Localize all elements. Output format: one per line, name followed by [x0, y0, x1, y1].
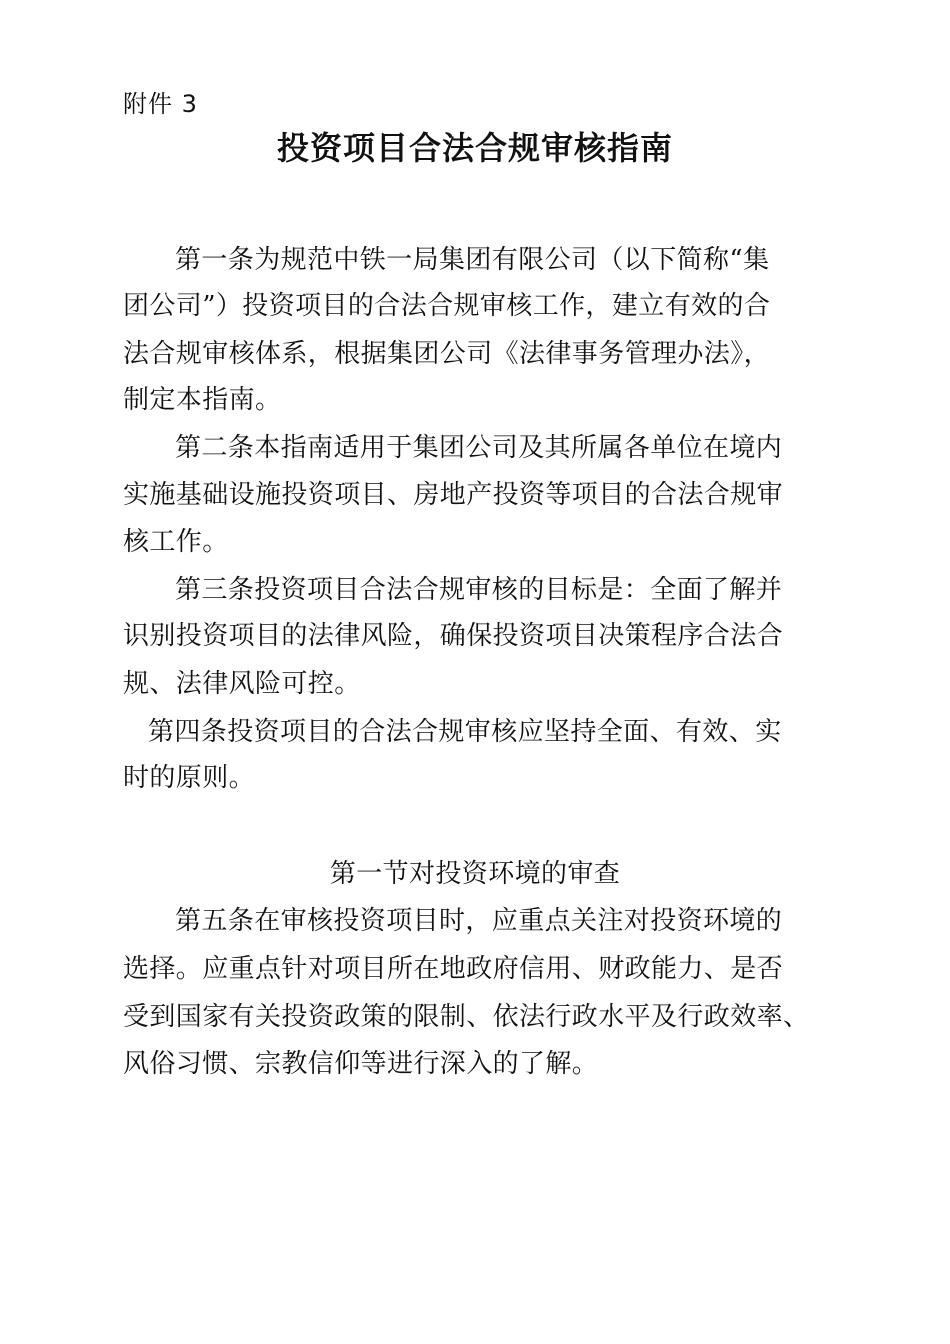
article-5-line-3: 受到国家有关投资政策的限制、依法行政水平及行政效率、 — [123, 1002, 810, 1032]
article-5-line-1: 第五条在审核投资项目时，应重点关注对投资环境的 — [175, 906, 783, 936]
article-5-line-4: 风俗习惯、宗教信仰等进行深入的了解。 — [123, 1049, 599, 1079]
article-2-line-3: 核工作。 — [123, 527, 229, 557]
article-5-line-2: 选择。应重点针对项目所在地政府信用、财政能力、是否 — [123, 954, 784, 984]
article-2-line-1: 第二条本指南适用于集团公司及其所属各单位在境内 — [175, 433, 783, 463]
attachment-label: 附件 3 — [123, 90, 198, 118]
article-1-line-1: 第一条为规范中铁一局集团有限公司（以下简称“集 — [175, 245, 770, 275]
section-1-heading: 第一节对投资环境的审查 — [329, 859, 621, 889]
document-title: 投资项目合法合规审核指南 — [276, 129, 673, 167]
article-1-line-4: 制定本指南。 — [123, 385, 282, 415]
article-1-line-3: 法合规审核体系，根据集团公司《法律事务管理办法》， — [123, 339, 771, 369]
article-3-line-2: 识别投资项目的法律风险，确保投资项目决策程序合法合 — [123, 621, 784, 651]
article-1-line-2: 团公司”）投资项目的合法合规审核工作，建立有效的合 — [123, 291, 771, 321]
article-4-line-1: 第四条投资项目的合法合规审核应坚持全面、有效、实 — [148, 717, 782, 747]
article-4-line-2: 时的原则。 — [123, 763, 256, 793]
article-3-line-3: 规、法律风险可控。 — [123, 669, 361, 699]
article-3-line-1: 第三条投资项目合法合规审核的目标是：全面了解并 — [175, 575, 783, 605]
article-2-line-2: 实施基础设施投资项目、房地产投资等项目的合法合规审 — [123, 480, 784, 510]
